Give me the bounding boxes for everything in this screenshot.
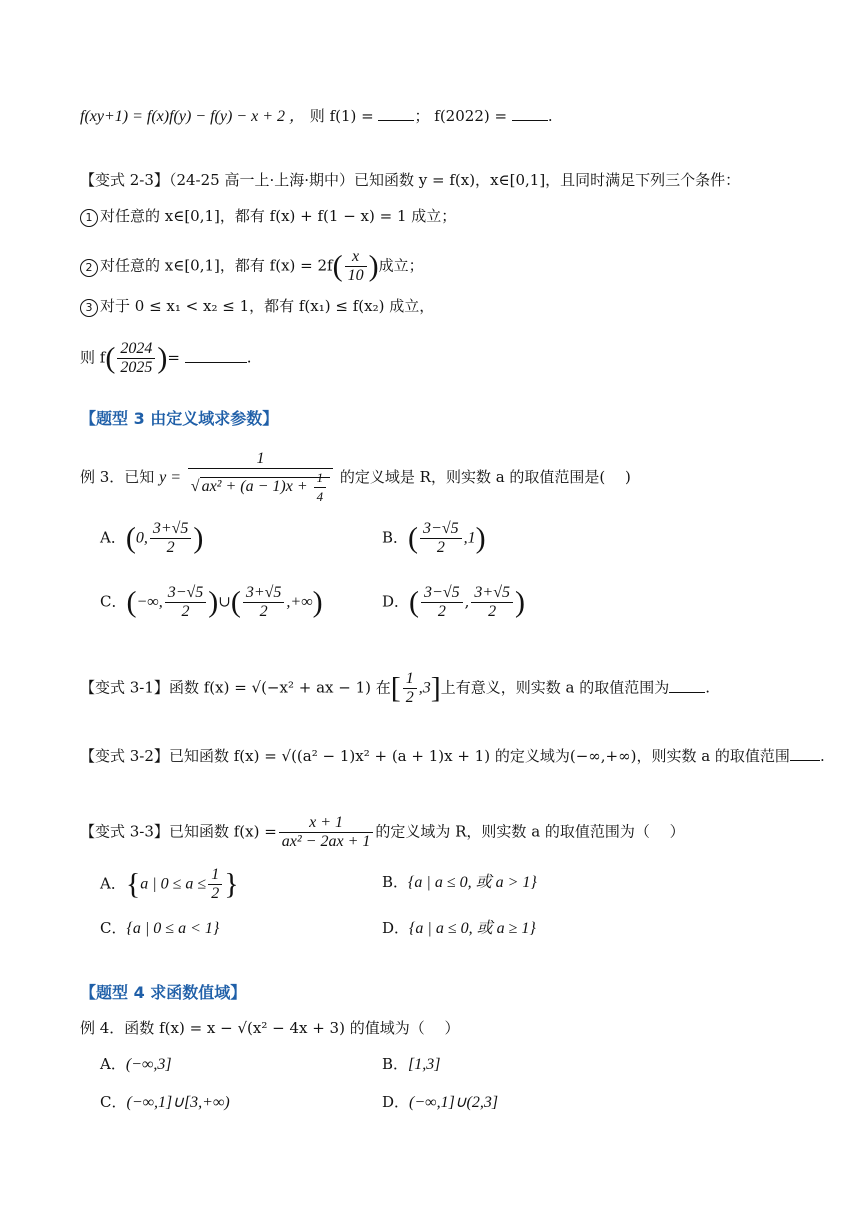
paren-right: ) bbox=[157, 341, 168, 375]
variant-3-3-fraction: $\frac{x + 1}{\text{ax² − 2ax + 1}}$ bbox=[279, 814, 374, 851]
prev-sep: ； bbox=[414, 107, 430, 125]
variant-3-3-pre: 已知函数 f(x) = bbox=[168, 822, 277, 841]
variant-2-3-question bbox=[80, 340, 251, 377]
option-A[interactable]: A．(0, $\frac{3+√5}{2}$ ) bbox=[100, 520, 204, 556]
variant-2-3-stem bbox=[80, 170, 740, 190]
option-A[interactable]: A．(−∞,3] bbox=[100, 1055, 172, 1073]
condition-3-text: 对于 0 ≤ x₁ < x₂ ≤ 1，都有 f(x₁) ≤ f(x₂) 成立， bbox=[100, 297, 435, 315]
variant-3-3-post: 的定义域为 R，则实数 a 的取值范围为（ ） bbox=[375, 822, 685, 841]
question-eq: = bbox=[167, 348, 180, 367]
condition-2-post: 成立； bbox=[378, 256, 424, 275]
option-C[interactable]: C．{a | 0 ≤ a < 1} bbox=[100, 919, 220, 937]
condition-1 bbox=[80, 206, 456, 227]
section-heading-4: 【题型 4 求函数值域】 bbox=[80, 983, 247, 1002]
variant-3-2-text: 已知函数 f(x) = √((a² − 1)x² + (a + 1)x + 1) 的定义域为(−∞,+∞)，则实数 a 的取值范围 bbox=[168, 747, 790, 765]
option-D[interactable]: D．( $\frac{3-√5}{2}$ , $\frac{3+√5}{2}$ ) bbox=[382, 584, 525, 620]
example-3-y: y = bbox=[159, 469, 181, 486]
variant-stem-text: 已知函数 y = f(x)，x∈[0,1]，且同时满足下列三个条件： bbox=[354, 171, 741, 189]
option-B[interactable]: B．[1,3] bbox=[382, 1055, 441, 1073]
fraction-x-10: $\frac{x}{10}$ bbox=[345, 248, 367, 285]
variant-tag: 【变式 3-3】 bbox=[80, 822, 169, 841]
answer-blank-2[interactable] bbox=[512, 120, 548, 121]
option-A[interactable]: A．{a | 0 ≤ a ≤ $\frac{1}{2}$ } bbox=[100, 866, 239, 902]
variant-tag: 【变式 2-3】 bbox=[80, 171, 169, 189]
option-C[interactable]: C．(−∞,1]∪[3,+∞) bbox=[100, 1093, 230, 1111]
example-3-fraction: 1 √ ax² + (a − 1)x + $\frac{1}{4}$ bbox=[188, 450, 333, 506]
question-pre: 则 f bbox=[80, 348, 106, 367]
fraction-2024-2025: $\frac{2024}{2025}$ bbox=[117, 340, 155, 377]
variant-tag: 【变式 3-2】 bbox=[80, 747, 169, 765]
prev-then2: f(2022) = bbox=[434, 107, 508, 125]
answer-blank-4[interactable] bbox=[669, 692, 705, 693]
variant-3-2: 【变式 3-2】已知函数 f(x) = √((a² − 1)x² + (a + 1)x + 1) 的定义域为(−∞,+∞)，则实数 a 的取值范围 . bbox=[80, 747, 825, 765]
prev-problem-line bbox=[80, 106, 553, 127]
condition-2 bbox=[80, 248, 424, 285]
circle-2-icon: 2 bbox=[80, 259, 98, 277]
option-D[interactable]: D．{a | a ≤ 0, 或 a ≥ 1} bbox=[382, 919, 536, 937]
variant-3-1-pre: 函数 f(x) = √(−x² + ax − 1) 在 bbox=[168, 678, 391, 697]
answer-blank-5[interactable] bbox=[790, 760, 820, 761]
question-end: . bbox=[246, 348, 252, 367]
paren-left: ( bbox=[332, 249, 343, 283]
section-heading-3: 【题型 3 由定义域求参数】 bbox=[80, 409, 279, 428]
circle-3-icon: 3 bbox=[80, 299, 98, 317]
example-3-post: 的定义域是 R，则实数 a 的取值范围是( ) bbox=[339, 468, 631, 486]
option-B[interactable]: B．{a | a ≤ 0, 或 a > 1} bbox=[382, 873, 537, 891]
condition-1-text: 对任意的 x∈[0,1]，都有 f(x) + f(1 − x) = 1 成立； bbox=[100, 207, 457, 225]
prev-then1: 则 f(1) = bbox=[309, 107, 374, 125]
example-3-stem bbox=[80, 450, 631, 506]
option-D[interactable]: D．(−∞,1]∪(2,3] bbox=[382, 1093, 499, 1111]
variant-tag: 【变式 3-1】 bbox=[80, 678, 169, 697]
option-B[interactable]: B．( $\frac{3-√5}{2}$ ,1) bbox=[382, 520, 486, 556]
variant-3-3 bbox=[80, 814, 685, 851]
answer-blank-1[interactable] bbox=[378, 120, 414, 121]
option-C[interactable]: C．(−∞, $\frac{3-√5}{2}$ )∪( $\frac{3+√5}{2}$ ,+∞) bbox=[100, 584, 323, 620]
prev-expr: f(xy+1) = f(x)f(y) − f(y) − x + 2 ， bbox=[80, 108, 306, 125]
example-4-stem: 例 4．函数 f(x) = x − √(x² − 4x + 3) 的值域为（ ） bbox=[80, 1019, 460, 1037]
variant-3-1: 【变式 3-1】函数 f(x) = √(−x² + ax − 1) 在[ $\frac{1}{2}$ ,3]上有意义，则实数 a 的取值范围为 . bbox=[80, 670, 711, 706]
paren-left: ( bbox=[105, 341, 116, 375]
answer-blank-3[interactable] bbox=[185, 362, 247, 363]
condition-3 bbox=[80, 296, 434, 317]
paren-right: ) bbox=[368, 249, 379, 283]
prev-end: . bbox=[547, 107, 553, 125]
condition-2-text: 对任意的 x∈[0,1]，都有 f(x) = 2f bbox=[100, 256, 333, 275]
example-3-pre: 例 3．已知 bbox=[80, 468, 155, 486]
variant-source: （24-25 高一上·上海·期中） bbox=[168, 171, 354, 189]
variant-3-1-post: 上有意义，则实数 a 的取值范围为 bbox=[440, 678, 670, 697]
circle-1-icon: 1 bbox=[80, 209, 98, 227]
